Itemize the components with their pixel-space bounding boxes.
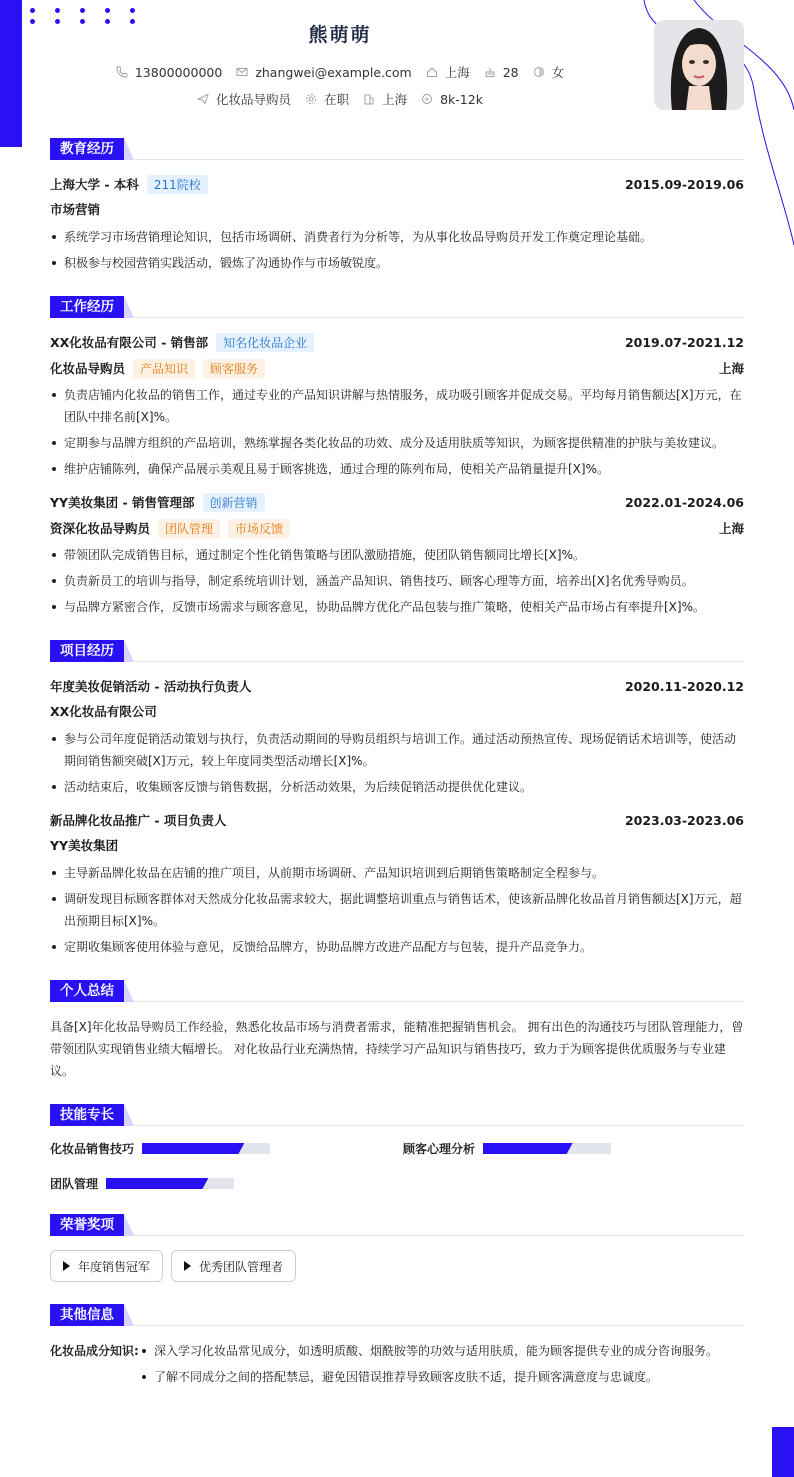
education-entry xyxy=(50,174,744,274)
gender-item xyxy=(533,63,565,81)
company-tag: 知名化妆品企业 xyxy=(216,333,314,352)
work-company-row xyxy=(50,332,744,352)
skill-name: 化妆品销售技巧 xyxy=(50,1142,135,1156)
project-title-row xyxy=(50,810,744,830)
summary-title: 个人总结 xyxy=(50,980,124,1002)
other-info xyxy=(50,1340,744,1402)
work-role-row xyxy=(50,358,744,378)
major: 市场营销 xyxy=(50,202,101,217)
skill-item xyxy=(403,1140,744,1157)
summary-text: 具备[X]年化妆品导购员工作经验，熟悉化妆品市场与消费者需求，能精准把握销售机会。 拥有出色的沟通技巧与团队管理能力，曾带领团队实现销售业绩大幅增长。 对化妆品行业充满热情，持续学习产品知识与销售技巧，致力于为顾客提供优质服务与专业建议。 xyxy=(50,1020,744,1078)
work-role-row xyxy=(50,518,744,538)
resume-content xyxy=(50,138,744,1424)
school-name: 上海大学 - 本科 xyxy=(50,177,139,192)
work-bullets xyxy=(50,384,744,480)
awards-list xyxy=(50,1250,744,1282)
project-org: XX化妆品有限公司 xyxy=(50,704,157,719)
project-entry xyxy=(50,676,744,798)
status-item xyxy=(305,90,349,108)
location-text: 上海 xyxy=(444,65,470,80)
age-text: 28 xyxy=(502,64,519,80)
project-org: YY美妆集团 xyxy=(50,838,119,853)
list-item: 负责新员工的培训与指导，制定系统培训计划，涵盖产品知识、销售技巧、顾客心理等方面，培养出[X]名优秀导购员。 xyxy=(50,570,744,592)
list-item: 定期收集顾客使用体验与意见，反馈给品牌方，协助品牌方改进产品配方与包装，提升产品竞争力。 xyxy=(50,936,744,958)
skill-bar xyxy=(106,1178,234,1189)
work-date: 2022.01-2024.06 xyxy=(624,494,744,510)
skills-title: 技能专长 xyxy=(50,1104,124,1126)
summary-section xyxy=(50,980,744,1082)
salary-item xyxy=(421,90,483,108)
school-tag: 211院校 xyxy=(147,175,208,194)
list-item: 系统学习市场营销理论知识，包括市场调研、消费者行为分析等，为从事化妆品导购员开发工作奠定理论基础。 xyxy=(50,226,744,248)
list-item: 了解不同成分之间的搭配禁忌，避免因错误推荐导致顾客皮肤不适，提升顾客满意度与忠诚度。 xyxy=(140,1366,744,1388)
coin-icon xyxy=(421,93,433,105)
list-item: 定期参与品牌方组织的产品培训，熟练掌握各类化妆品的功效、成分及适用肤质等知识，为顾客提供精准的护肤与美妆建议。 xyxy=(50,432,744,454)
avatar-portrait-image xyxy=(654,20,744,110)
project-date: 2020.11-2020.12 xyxy=(624,678,744,694)
section-header xyxy=(50,980,744,1002)
avatar xyxy=(654,20,744,110)
other-label: 化妆品成分知识: xyxy=(50,1344,139,1358)
work-date: 2019.07-2021.12 xyxy=(624,334,744,350)
age-item xyxy=(484,63,519,81)
role-tag: 顾客服务 xyxy=(203,359,265,378)
contact-row xyxy=(0,63,680,81)
send-icon xyxy=(197,93,209,105)
other-bullets xyxy=(140,1340,744,1392)
email-text: zhangwei@example.com xyxy=(255,64,412,80)
skill-fill xyxy=(483,1143,573,1154)
work-company-row xyxy=(50,492,744,512)
other-title: 其他信息 xyxy=(50,1304,124,1326)
skills-grid xyxy=(50,1140,744,1192)
play-icon xyxy=(63,1261,70,1271)
skill-item xyxy=(50,1175,403,1192)
project-title: 年度美妆促销活动 - 活动执行负责人 xyxy=(50,679,252,694)
gear-icon xyxy=(305,93,317,105)
project-date: 2023.03-2023.06 xyxy=(624,812,744,828)
city-text: 上海 xyxy=(382,92,408,107)
list-item: 带领团队完成销售目标，通过制定个性化销售策略与团队激励措施，使团队销售额同比增长[X]%。 xyxy=(50,544,744,566)
award-chip xyxy=(171,1250,296,1282)
section-header xyxy=(50,1214,744,1236)
list-item: 维护店铺陈列，确保产品展示美观且易于顾客挑选，通过合理的陈列布局，使相关产品销量提升[X]%。 xyxy=(50,458,744,480)
city-item xyxy=(363,90,407,108)
skills-section xyxy=(50,1104,744,1192)
list-item: 深入学习化妆品常见成分，如透明质酸、烟酰胺等的功效与适用肤质，能为顾客提供专业的成分咨询服务。 xyxy=(140,1340,744,1362)
skill-bar xyxy=(142,1143,270,1154)
work-location: 上海 xyxy=(718,361,744,376)
section-header xyxy=(50,138,744,160)
education-title: 教育经历 xyxy=(50,138,124,160)
gender-icon xyxy=(533,66,545,78)
project-entry xyxy=(50,810,744,958)
section-header xyxy=(50,1104,744,1126)
mail-icon xyxy=(236,66,248,78)
decorative-bottom-block xyxy=(772,1427,794,1477)
list-item: 参与公司年度促销活动策划与执行，负责活动期间的导购员组织与培训工作。通过活动预热宣传、现场促销话术培训等，使活动期间销售额突破[X]万元，较上年度同类型活动增长[X]%。 xyxy=(50,728,744,772)
skill-fill xyxy=(142,1143,244,1154)
projects-title: 项目经历 xyxy=(50,640,124,662)
email-item xyxy=(236,63,411,81)
skill-name: 团队管理 xyxy=(50,1177,99,1191)
role-tag: 团队管理 xyxy=(158,519,220,538)
awards-title: 荣誉奖项 xyxy=(50,1214,124,1236)
education-row xyxy=(50,174,744,194)
company-tag: 创新营销 xyxy=(203,493,265,512)
job-intent-row xyxy=(0,90,680,108)
phone-text: 13800000000 xyxy=(134,64,223,80)
role-name: 资深化妆品导购员 xyxy=(50,521,151,536)
phone-icon xyxy=(116,66,128,78)
phone-item xyxy=(116,63,222,81)
company-name: XX化妆品有限公司 - 销售部 xyxy=(50,335,209,350)
role-name: 化妆品导购员 xyxy=(50,361,126,376)
company-name: YY美妆集团 - 销售管理部 xyxy=(50,495,195,510)
work-title: 工作经历 xyxy=(50,296,124,318)
work-section xyxy=(50,296,744,618)
list-item: 活动结束后，收集顾客反馈与销售数据，分析活动效果，为后续促销活动提供优化建议。 xyxy=(50,776,744,798)
building-icon xyxy=(363,93,375,105)
location-item xyxy=(426,63,470,81)
awards-section xyxy=(50,1214,744,1282)
award-chip xyxy=(50,1250,163,1282)
job-target-item xyxy=(197,90,291,108)
project-title: 新品牌化妆品推广 - 项目负责人 xyxy=(50,813,227,828)
section-header xyxy=(50,296,744,318)
role-tag: 市场反馈 xyxy=(228,519,290,538)
award-label: 优秀团队管理者 xyxy=(199,1259,284,1274)
other-section xyxy=(50,1304,744,1402)
home-icon xyxy=(426,66,438,78)
work-entry xyxy=(50,492,744,618)
list-item: 主导新品牌化妆品在店铺的推广项目，从前期市场调研、产品知识培训到后期销售策略制定全程参与。 xyxy=(50,862,744,884)
list-item: 与品牌方紧密合作，反馈市场需求与顾客意见，协助品牌方优化产品包装与推广策略，使相关产品市场占有率提升[X]%。 xyxy=(50,596,744,618)
skill-bar xyxy=(483,1143,611,1154)
skill-fill xyxy=(106,1178,208,1189)
education-section xyxy=(50,138,744,274)
list-item: 调研发现目标顾客群体对天然成分化妆品需求较大，据此调整培训重点与销售话术，使该新品牌化妆品首月销售额达[X]万元，超出预期目标[X]%。 xyxy=(50,888,744,932)
candidate-name: 熊萌萌 xyxy=(308,24,372,46)
project-title-row xyxy=(50,676,744,696)
skill-name: 顾客心理分析 xyxy=(403,1142,476,1156)
section-header xyxy=(50,640,744,662)
project-bullets xyxy=(50,862,744,958)
list-item: 负责店铺内化妆品的销售工作，通过专业的产品知识讲解与热情服务，成功吸引顾客并促成交易。平均每月销售额达[X]万元，在团队中排名前[X]%。 xyxy=(50,384,744,428)
cake-icon xyxy=(484,66,496,78)
gender-text: 女 xyxy=(551,65,565,80)
work-entry xyxy=(50,332,744,480)
education-bullets xyxy=(50,226,744,274)
education-date: 2015.09-2019.06 xyxy=(624,176,744,192)
work-bullets xyxy=(50,544,744,618)
award-label: 年度销售冠军 xyxy=(78,1259,151,1274)
role-tag: 产品知识 xyxy=(133,359,195,378)
section-header xyxy=(50,1304,744,1326)
play-icon xyxy=(184,1261,191,1271)
salary-text: 8k-12k xyxy=(440,91,483,107)
work-location: 上海 xyxy=(718,521,744,536)
project-bullets xyxy=(50,728,744,798)
status-text: 在职 xyxy=(324,92,350,107)
job-target-text: 化妆品导购员 xyxy=(216,92,292,107)
projects-section xyxy=(50,640,744,958)
list-item: 积极参与校园营销实践活动，锻炼了沟通协作与市场敏锐度。 xyxy=(50,252,744,274)
skill-item xyxy=(50,1140,403,1157)
